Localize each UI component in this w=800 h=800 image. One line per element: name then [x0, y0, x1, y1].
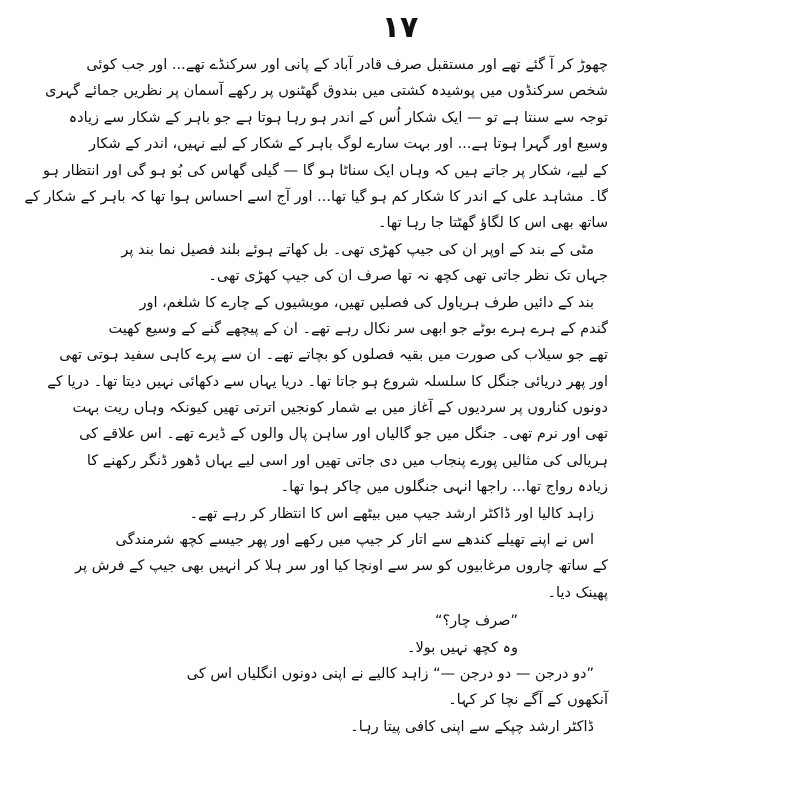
text-line: زیادہ رواج تھا... راجھا انہی جنگلوں میں چاکر ہوا تھا۔ [280, 479, 608, 496]
text-line: تھی اور نرم تھی۔ جنگل میں جو گالیاں اور ساہن پال والوں کے ڈیرے تھے۔ اس علاقے کی [79, 426, 608, 443]
text-line: شخص سرکنڈوں میں پوشیدہ کشتی میں بندوق گھٹنوں پر رکھے آسمان پر نظریں جمائے گہری [45, 83, 608, 100]
page-number: ۱۷ [381, 10, 419, 45]
text-line: جہاں تک نظر جاتی تھی کچھ نہ تھا صرف ان کی جیپ کھڑی تھی۔ [208, 268, 608, 285]
text-line: زاہد کالیا اور ڈاکٹر ارشد جیپ میں بیٹھے اس کا انتظار کر رہے تھے۔ [189, 505, 594, 522]
text-line: اور پھر دریائی جنگل کا سلسلہ شروع ہو جاتا تھا۔ دریا یہاں سے دکھائی نہیں دیتا تھا۔ دریا کے [47, 373, 608, 390]
text-line: ڈاکٹر ارشد چپکے سے اپنی کافی پیتا رہا۔ [350, 718, 594, 735]
text-line: ساتھ بھی اس کا لگاؤ گھٹتا جا رہا تھا۔ [377, 215, 608, 232]
text-line: وہ کچھ نہیں بولا۔ [407, 639, 518, 656]
text-line: کے لیے، شکار پر جاتے ہیں کہ وہاں ایک سناٹا ہو گا — گیلی گھاس کی بُو ہو گی اور انتظار ہو [43, 162, 608, 179]
text-line: وسیع اور گہرا ہوتا ہے... اور بہت سارے لوگ باہر کے شکار کے لیے نہیں، اندر کے شکار [89, 136, 608, 153]
text-line: دونوں کناروں پر سردیوں کے آغاز میں بے شمار کونجیں اترتی تھیں کیونکہ وہاں ریت بہت [72, 400, 608, 417]
text-line: چھوڑ کر آ گئے تھے اور مستقبل صرف قادر آباد کے پانی اور سرکنڈے تھے... اور جب کوئی [86, 57, 608, 73]
text-line: توجہ سے سنتا ہے تو — ایک شکار اُس کے اندر ہو رہا ہوتا ہے جو باہر کے شکار سے زیادہ [68, 109, 608, 126]
body-text [24, 52, 608, 740]
text-line: تھے جو سیلاب کی صورت میں بقیہ فصلوں کو بچاتے تھے۔ ان سے پرے کاہی سفید ہوتی تھی [59, 347, 608, 364]
text-line: پھینک دیا۔ [547, 584, 608, 601]
text-line: گا۔ مشاہد علی کے اندر کا شکار کم ہو گیا تھا... اور آج اسے احساس ہوا تھا کہ باہر کے شکار کے [24, 188, 608, 205]
text-line: گندم کے ہرے ہرے بوٹے جو ابھی سر نکال رہے تھے۔ ان کے پیچھے گنے کے وسیع کھیت [108, 320, 608, 337]
text-line: اس نے اپنے تھیلے کندھے سے اتار کر جیپ میں رکھے اور پھر جیسے کچھ شرمندگی [115, 532, 594, 549]
text-line: ”صرف چار؟“ [434, 613, 518, 630]
text-line: ”دو درجن — دو درجن —“ زاہد کالیے نے اپنی دونوں انگلیاں اس کی [186, 665, 594, 682]
text-line: ہریالی کی مثالیں پورے پنجاب میں دی جاتی تھیں اور اسی لیے یہاں ڈھور ڈنگر رکھنے کا [86, 452, 608, 469]
text-line: بند کے دائیں طرف ہریاول کی فصلیں تھیں، مویشیوں کے چارے کا شلغم، اور [139, 294, 594, 311]
text-line: مٹی کے بند کے اوپر ان کی جیپ کھڑی تھی۔ بل کھاتے ہوئے بلند فصیل نما بند پر [121, 241, 594, 258]
text-line: آنکھوں کے آگے نچا کر کہا۔ [448, 692, 608, 709]
text-line: کے ساتھ چاروں مرغابیوں کو سر سے اونچا کیا اور سر ہلا کر انہیں بھی جیپ کے فرش پر [75, 558, 608, 575]
